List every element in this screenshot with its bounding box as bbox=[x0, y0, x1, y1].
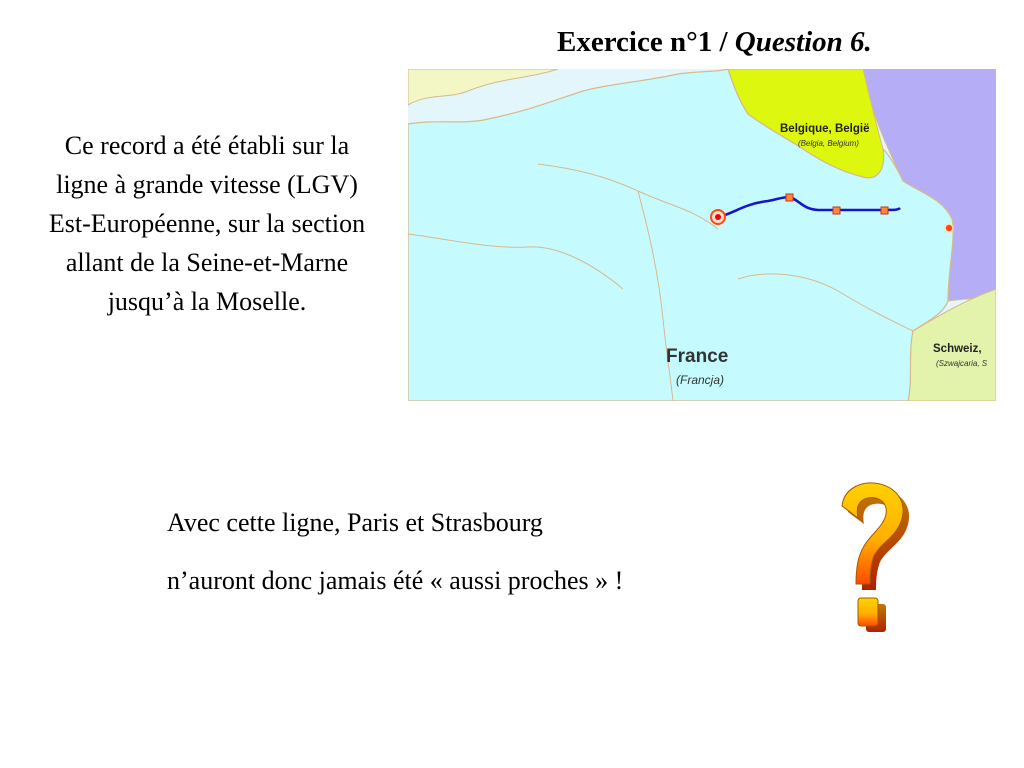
map-svg bbox=[408, 69, 996, 401]
belgium-label: Belgique, België bbox=[780, 123, 870, 135]
conclusion-line-1: Avec cette ligne, Paris et Strasbourg bbox=[167, 508, 543, 537]
lgv-map bbox=[408, 69, 996, 401]
strasbourg-station-icon bbox=[945, 224, 953, 232]
record-description: Ce record a été établi sur la ligne à grande vitesse (LGV) Est-Européenne, sur la section allant de la Seine-et-Marne jusqu’à la Moselle. bbox=[48, 131, 366, 316]
conclusion-line-2: n’auront donc jamais été « aussi proches » ! bbox=[167, 566, 624, 595]
conclusion-text bbox=[167, 494, 623, 610]
slide-title bbox=[557, 22, 872, 62]
belgium-sublabel: (Belgia, Belgium) bbox=[798, 139, 859, 148]
switzerland-sublabel: (Szwajcaria, S bbox=[936, 359, 988, 368]
title-main: Exercice n°1 / bbox=[557, 26, 735, 58]
paris-station-dot bbox=[715, 214, 721, 220]
station-icon bbox=[881, 207, 888, 214]
question-mark-svg bbox=[826, 476, 910, 636]
switzerland-label: Schweiz, bbox=[933, 343, 982, 355]
question-mark-icon bbox=[826, 476, 910, 636]
france-label: France bbox=[666, 346, 729, 367]
station-icon bbox=[786, 194, 793, 201]
title-question: Question 6. bbox=[734, 26, 872, 58]
station-icon bbox=[833, 207, 840, 214]
france-sublabel: (Francja) bbox=[676, 373, 725, 387]
